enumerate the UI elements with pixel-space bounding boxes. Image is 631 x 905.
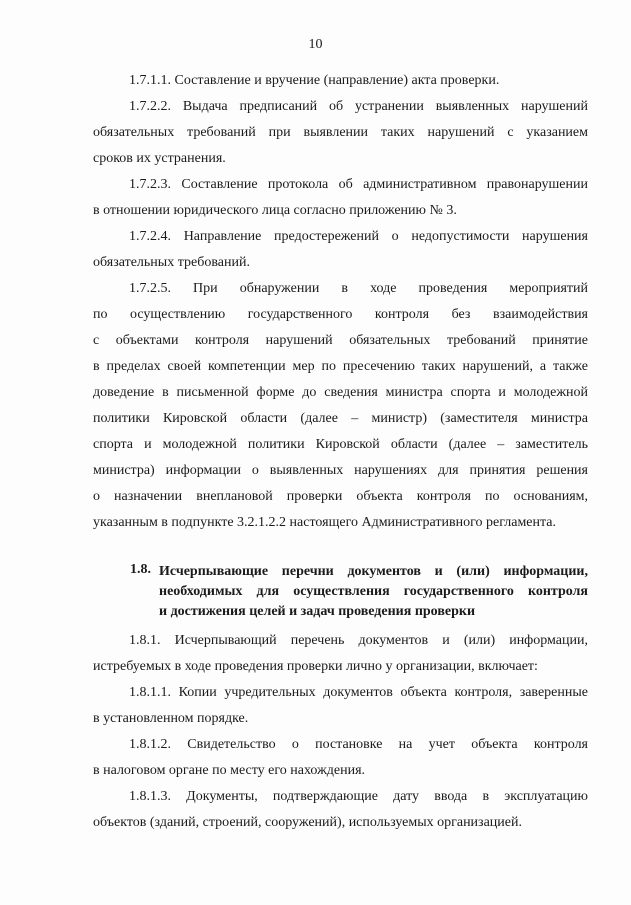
text-line: истребуемых в ходе проведения проверки лично у организации, включает: xyxy=(93,659,538,674)
text-line: 1.7.2.5. При обнаружении в ходе проведения мероприятий xyxy=(129,281,588,296)
text-line: 1.7.1.1. Составление и вручение (направление) акта проверки. xyxy=(129,73,500,88)
text-line: объектов (зданий, строений, сооружений), используемых организацией. xyxy=(93,815,522,830)
text-line: 1.8.1.3. Документы, подтверждающие дату ввода в эксплуатацию xyxy=(129,789,588,804)
text-line: спорта и молодежной политики Кировской области (далее – заместитель xyxy=(93,437,588,452)
heading-line: Исчерпывающие перечни документов и (или) информации, xyxy=(159,564,588,579)
text-line: в установленном порядке. xyxy=(93,711,249,726)
text-line: 1.8.1. Исчерпывающий перечень документов и (или) информации, xyxy=(129,633,588,648)
text-line: 1.8.1.1. Копии учредительных документов объекта контроля, заверенные xyxy=(129,685,588,700)
heading-line: и достижения целей и задач проведения проверки xyxy=(159,604,476,619)
section-number: 1.8. xyxy=(130,562,151,577)
page-number: 10 xyxy=(308,37,323,52)
text-line: 1.8.1.2. Свидетельство о постановке на учет объекта контроля xyxy=(129,737,588,752)
text-line: обязательных требований. xyxy=(93,255,250,270)
text-line: указанным в подпункте 3.2.1.2.2 настоящего Административного регламента. xyxy=(93,515,557,530)
text-line: в пределах своей компетенции мер по пресечению таких нарушений, а также xyxy=(93,359,588,374)
text-line: о назначении внеплановой проверки объекта контроля по основаниям, xyxy=(93,489,588,504)
text-line: политики Кировской области (далее – министр) (заместителя министра xyxy=(93,411,588,426)
text-line: с объектами контроля нарушений обязательных требований принятие xyxy=(93,333,588,348)
heading-line: необходимых для осуществления государственного контроля xyxy=(159,584,588,599)
paragraph-block-1 xyxy=(93,68,588,536)
text-line: в отношении юридического лица согласно приложению № 3. xyxy=(93,203,457,218)
text-line: обязательных требований при выявлении таких нарушений с указанием xyxy=(93,125,588,140)
text-line: министра) информации о выявленных нарушениях для принятия решения xyxy=(93,463,588,478)
text-line: 1.7.2.2. Выдача предписаний об устранении выявленных нарушений xyxy=(129,99,588,114)
text-line: по осуществлению государственного контроля без взаимодействия xyxy=(93,307,588,322)
text-line: в налоговом органе по месту его нахождения. xyxy=(93,763,366,778)
paragraph-block-2 xyxy=(93,628,588,836)
text-line: 1.7.2.4. Направление предостережений о недопустимости нарушения xyxy=(129,229,588,244)
text-line: 1.7.2.3. Составление протокола об административном правонарушении xyxy=(129,177,588,192)
section-heading xyxy=(130,562,588,622)
text-line: доведение в письменной форме до сведения министра спорта и молодежной xyxy=(93,385,588,400)
text-line: сроков их устранения. xyxy=(93,151,226,166)
